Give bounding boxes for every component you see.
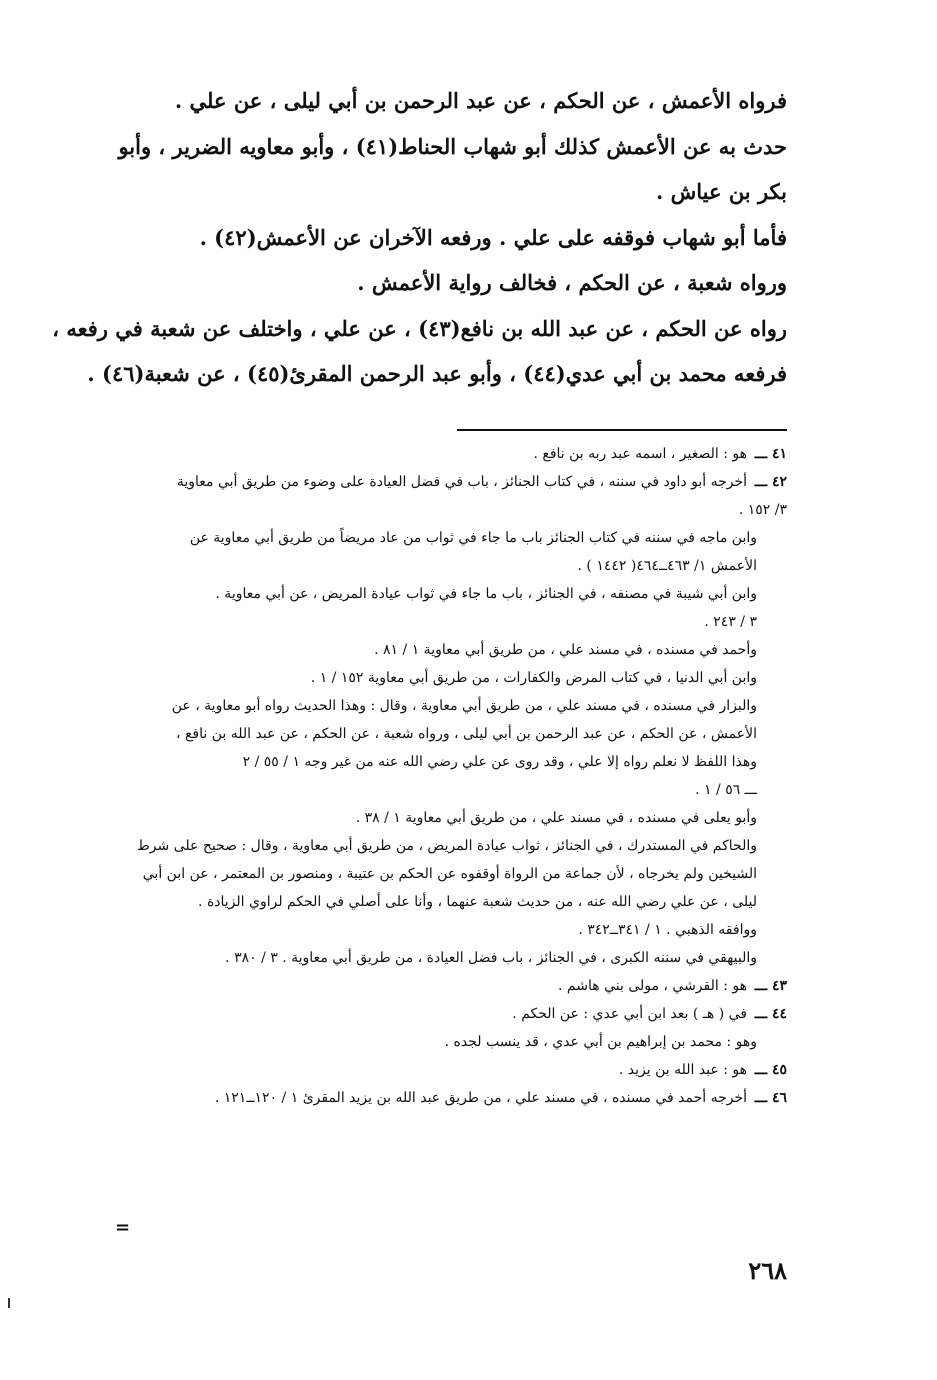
footnote-line (102, 944, 787, 972)
footnote-text: وأبو يعلى في مسنده ، في مسند علي ، من طريق أبي معاوية ١ / ٣٨ . (355, 810, 757, 826)
footnote-line (102, 692, 787, 720)
footnote-text: ـــ ٥٦ / ١ . (695, 782, 757, 798)
footnote-line (102, 552, 787, 580)
footnote-line (102, 496, 787, 524)
main-text-line: رواه عن الحكم ، عن عبد الله بن نافع(٤٣) ، عن علي ، واختلف عن شعبة في رفعه ، (52, 315, 787, 341)
footnote-line (102, 972, 787, 1000)
footnote-text: الشيخين ولم يخرجاه ، لأن جماعة من الرواة أوقفوه عن الحكم بن عتيبة ، ومنصور بن المعتمر ، عن ابن أبي (142, 866, 757, 882)
footnote-number: ٤٦ ـــ (754, 1090, 787, 1106)
main-text-line: فرفعه محمد بن أبي عدي(٤٤) ، وأبو عبد الرحمن المقرئ(٤٥) ، عن شعبة(٤٦) . (87, 361, 787, 386)
main-text-line: ورواه شعبة ، عن الحكم ، فخالف رواية الأعمش . (357, 270, 787, 295)
page-number: ٢٦٨ (748, 1256, 787, 1285)
footnote-text: وهو : محمد بن إبراهيم بن أبي عدي ، قد ينسب لجده . (444, 1034, 757, 1050)
footnote-line (102, 832, 787, 860)
footnote-text: أخرجه أبو داود في سننه ، في كتاب الجنائز ، باب في فضل العيادة على وضوء من طريق أبي معاوية (176, 474, 747, 490)
footnote-number: ٤٣ ـــ (754, 978, 787, 994)
footnote-text: ووافقه الذهبي . ١ / ٣٤١ــ٣٤٢ . (578, 922, 757, 938)
footnote-line (102, 664, 787, 692)
footnote-line (102, 776, 787, 804)
footnote-number: ٤١ ـــ (754, 446, 787, 462)
footnote-text: أخرجه أحمد في مسنده ، في مسند علي ، من طريق عبد الله بن يزيد المقرئ ١ / ١٢٠ــ١٢١ . (214, 1090, 747, 1106)
footnote-number: ٤٥ ـــ (754, 1062, 787, 1078)
footnote-text: وابن أبي الدنيا ، في كتاب المرض والكفارات ، من طريق أبي معاوية ١٥٢ / ١ . (310, 670, 757, 686)
footnote-text: وهذا اللفظ لا نعلم رواه إلا علي ، وقد روى عن علي رضي الله عنه من غير وجه ١ / ٥٥ / ٢ (242, 754, 757, 770)
footnote-text: ليلى ، عن علي رضي الله عنه ، من حديث شعبة عنهما ، وأنا على أصلي في الحكم لراوي الزيادة . (198, 894, 757, 910)
footnote-text: والحاكم في المستدرك ، في الجنائز ، ثواب عيادة المريض ، من طريق أبي معاوية ، وقال : صحيح على شرط (136, 838, 757, 854)
footnote-line (102, 720, 787, 748)
footnote-text: هو : عبد الله بن يزيد . (618, 1062, 747, 1078)
margin-mark (8, 1298, 10, 1308)
footnote-line (102, 1028, 787, 1056)
footnote-text: وابن أبي شيبة في مصنفه ، في الجنائز ، باب ما جاء في ثواب عيادة المريض ، عن أبي معاوية . (215, 586, 757, 602)
footnote-line (102, 916, 787, 944)
footnote-line (102, 636, 787, 664)
main-text-line: فرواه الأعمش ، عن الحكم ، عن عبد الرحمن بن أبي ليلى ، عن علي . (174, 88, 787, 113)
footnote-text: الأعمش ١/ ٤٦٣ــ٤٦٤( ١٤٤٢ ) . (577, 558, 757, 574)
footnote-text: ٣ / ٢٤٣ . (704, 614, 757, 630)
footnote-number: ٤٤ ـــ (754, 1006, 787, 1022)
main-text-line: بكر بن عياش . (655, 179, 787, 204)
continuation-mark: = (115, 1217, 131, 1238)
footnote-text: والبزار في مسنده ، في مسند علي ، من طريق أبي معاوية ، وقال : وهذا الحديث رواه أبو معاوية ، عن (171, 698, 757, 714)
footnote-text: الأعمش ، عن الحكم ، عن عبد الرحمن بن أبي ليلى ، ورواه شعبة ، عن الحكم ، عن عبد الله بن نافع ، (176, 726, 757, 742)
footnote-line (102, 860, 787, 888)
footnote-line (102, 608, 787, 636)
main-text-block (52, 78, 787, 397)
footnote-line (102, 468, 787, 496)
main-text-line: فأما أبو شهاب فوقفه على علي . ورفعه الآخران عن الأعمش(٤٢) . (199, 224, 787, 250)
footnote-text: وأحمد في مسنده ، في مسند علي ، من طريق أبي معاوية ١ / ٨١ . (374, 642, 757, 658)
main-text-line: حدث به عن الأعمش كذلك أبو شهاب الحناط(٤١) ، وأبو معاويه الضرير ، وأبو (118, 133, 787, 159)
footnote-text: وابن ماجه في سننه في كتاب الجنائز باب ما جاء في ثواب من عاد مريضاً من طريق أبي معاوية عن (189, 530, 757, 546)
footnote-number: ٤٢ ـــ (754, 474, 787, 490)
footnote-text: والبيهقي في سننه الكبرى ، في الجنائز ، باب فضل العيادة ، من طريق أبي معاوية . ٣ / ٣٨٠ . (225, 950, 757, 966)
footnote-text: هو : القرشي ، مولى بني هاشم . (558, 978, 747, 994)
footnote-line (102, 580, 787, 608)
footnote-text: في ( هـ ) بعد ابن أبي عدي : عن الحكم . (512, 1006, 747, 1022)
footnote-line (102, 888, 787, 916)
footnote-line (102, 524, 787, 552)
footnote-line (102, 748, 787, 776)
footnote-separator (457, 429, 787, 431)
footnotes-block (102, 440, 787, 1112)
footnote-line (102, 1000, 787, 1028)
footnote-line (102, 804, 787, 832)
footnote-text: ٣/ ١٥٢ . (738, 502, 787, 518)
footnote-line (102, 440, 787, 468)
footnote-text: هو : الصغير ، اسمه عبد ربه بن نافع . (533, 446, 747, 462)
footnote-line (102, 1056, 787, 1084)
footnote-line (102, 1084, 787, 1112)
